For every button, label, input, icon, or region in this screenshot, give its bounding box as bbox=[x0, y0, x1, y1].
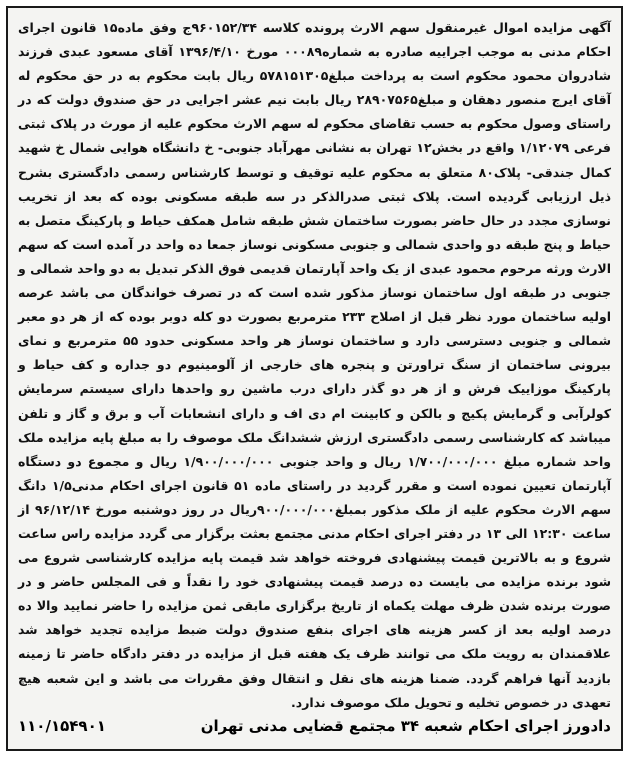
notice-footer bbox=[18, 717, 611, 735]
notice-code: ۱۱۰/۱۵۴۹۰۱ bbox=[18, 716, 106, 735]
notice-body-text: آگهی مزایده اموال غیرمنقول سهم الارث پرونده کلاسه ۹۶۰۱۵۲/۳۴ج وفق ماده۱۵ قانون اجرای احکام مدنی به موجب اجراییه صادره به شماره۰۰۰۸۹ مورخ ۱۳۹۶/۴/۱۰ آقای مسعود عبدی فرزند شادروان محمود محکوم است به پرداخت مبلغ۵۷۸۱۵۱۳۰۵ ریال بابت محکوم به در حق محکوم له آقای ایرج منصور دهقان و مبلغ۲۸۹۰۷۵۶۵ ریال بابت نیم عشر اجرایی در حق صندوق دولت که در راستای وصول محکوم به حسب تقاضای محکوم له سهم الارث محکوم علیه از مورث در پلاک ثبتی فرعی ۱/۱۲۰۷۹ واقع در بخش۱۲ تهران به نشانی مهرآباد جنوبی- خ دانشگاه هوایی شمال خ شهید کمال جندقی- پلاک۸۰ متعلق به محکوم علیه توقیف و توسط کارشناس رسمی دادگستری بشرح ذیل ارزیابی گردیده است. پلاک ثبتی صدرالذکر در سه طبقه مسکونی بوده که بعد از تخریب نوسازی مجدد در حال حاضر بصورت ساختمان شش طبقه شامل همکف حیاط و پارکینگ متصل به حیاط و پنج طبقه دو واحدی شمالی و جنوبی مسکونی نوساز جمعا ده واحد در آمده است که سهم الارث ورثه مرحوم محمود عبدی از یک واحد آپارتمان قدیمی فوق الذکر تبدیل به دو واحد شمالی و جنوبی در طبقه اول ساختمان نوساز مذکور شده است که در تصرف خواندگان می باشد عرصه اولیه ساختمان مورد نظر قبل از اصلاح ۲۳۳ مترمربع بصورت دو کله دوبر بوده که از هر دو معبر شمالی و جنوبی دسترسی دارد و ساختمان نوساز هر واحد مسکونی حدود ۵۵ مترمربع و نمای بیرونی ساختمان از سنگ تراورتن و پنجره های خارجی از آلومینیوم دو جداره و کف حیاط و پارکینگ موزاییک فرش و از هر دو گذر دارای درب ماشین رو واحدها دارای سیستم سرمایش کولرآبی و گرمایش پکیج و بالکن و کابینت ام دی اف و دارای انشعابات آب و برق و گاز و تلفن میباشد که کارشناسی رسمی دادگستری ارزش ششدانگ ملک موصوف را به مبلغ پایه مزایده ملک واحد شماره مبلغ ۱/۷۰۰/۰۰۰/۰۰۰ ریال و واحد جنوبی ۱/۹۰۰/۰۰۰/۰۰۰ ریال و مجموع دو دستگاه آپارتمان تعیین نموده است و مقرر گردید در راستای ماده ۵۱ قانون اجرای احکام مدنی۱/۵ دانگ سهم الارث محکوم علیه از ملک مذکور بمبلغ۹۰۰/۰۰۰/۰۰۰ریال در روز دوشنبه مورخ ۹۶/۱۲/۱۴ از ساعت ۱۲:۳۰ الی ۱۳ در دفتر اجرای احکام مدنی مجتمع بعثت برگزار می گردد مزایده راس ساعت شروع و به بالاترین قیمت پیشنهادی فروخته خواهد شد قیمت پایه مزایده کارشناسی شروع می شود برنده مزایده می بایست ده درصد قیمت پیشنهادی خود را نقداً و فی المجلس حاضر و در صورت برنده شدن ظرف مهلت یکماه از تاریخ برگزاری مابقی ثمن مزایده را حاضر نمایید والا ده درصد اولیه بعد از کسر هزینه های اجرای بنفع صندوق دولت ضبط مزایده تجدید خواهد شد علاقمندان به رویت ملک می توانند ظرف یک هفته قبل از مزایده در دفتر دادگاه حاضر تا زمینه بازدید آنها فراهم گردد. ضمنا هزینه های نقل و انتقال وفق مقررات می باشد و این شعبه هیچ تعهدی در خصوص تخلیه و تحویل ملک موصوف ندارد. bbox=[18, 20, 612, 710]
notice-issuer: دادورز اجرای احکام شعبه ۳۴ مجتمع قضایی مدنی تهران bbox=[200, 716, 611, 735]
auction-notice bbox=[6, 6, 623, 751]
